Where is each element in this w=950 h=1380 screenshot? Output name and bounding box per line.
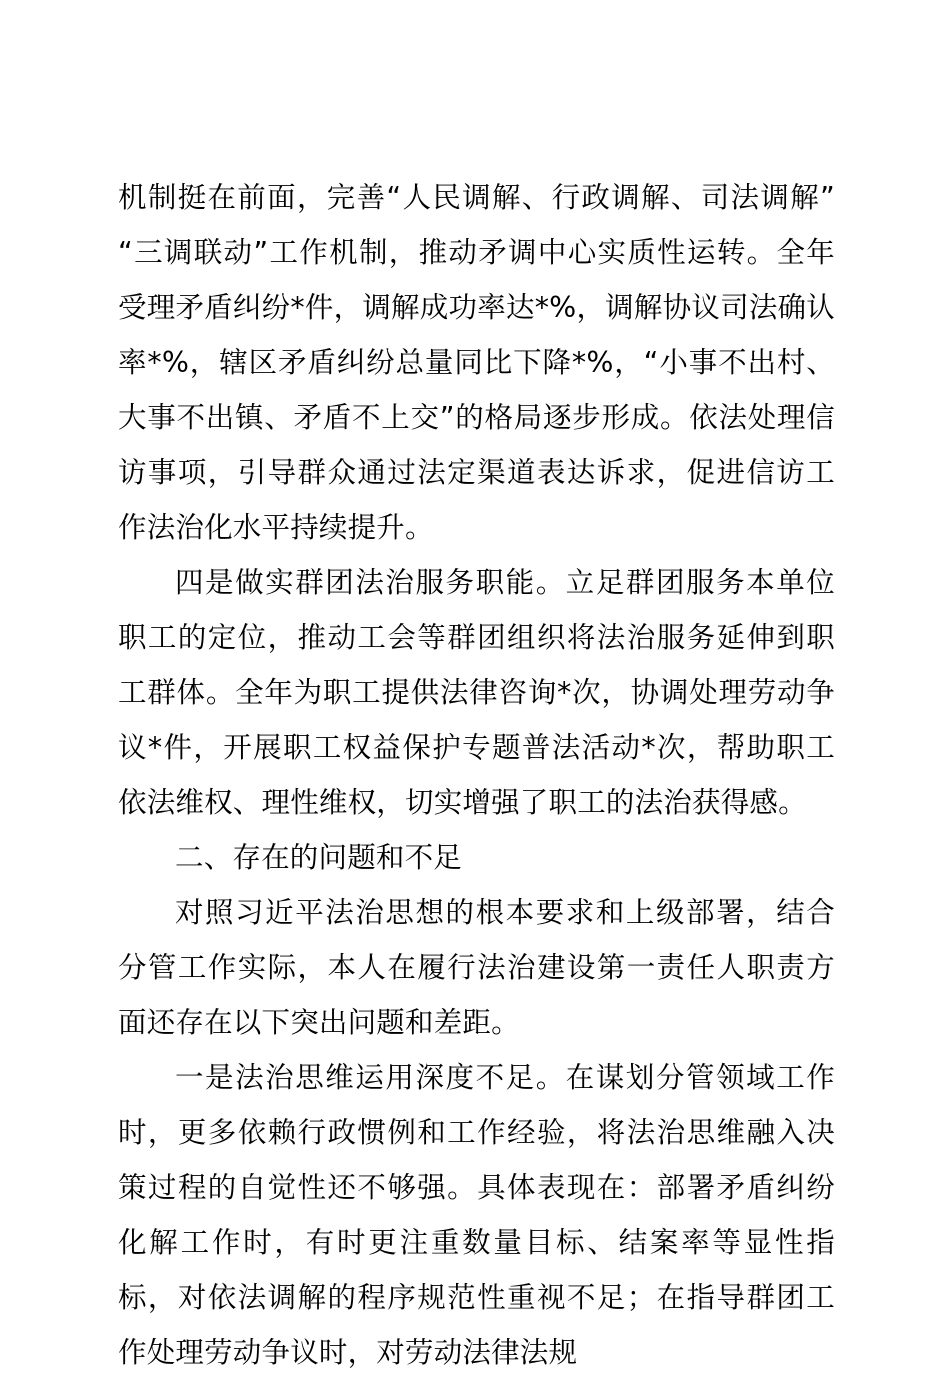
paragraph-5: 一是法治思维运用深度不足。在谋划分管领域工作时，更多依赖行政惯例和工作经验，将法治思维融入决策过程的自觉性还不够强。具体表现在：部署矛盾纠纷化解工作时，有时更注重数量目标、结案率等显性指标，对依法调解的程序规范性重视不足；在指导群团工作处理劳动争议时，对劳动法律法规	[118, 1061, 835, 1369]
paragraph-1: 机制挺在前面，完善“人民调解、行政调解、司法调解”“三调联动”工作机制，推动矛调中心实质性运转。全年受理矛盾纠纷*件，调解成功率达*%，调解协议司法确认率*%，辖区矛盾纠纷总量同比下降*%，“小事不出村、大事不出镇、矛盾不上交”的格局逐步形成。依法处理信访事项，引导群众通过法定渠道表达诉求，促进信访工作法治化水平持续提升。	[118, 181, 835, 544]
document-body	[118, 170, 835, 1380]
paragraph-3-heading: 二、存在的问题和不足	[175, 841, 463, 874]
paragraph-4: 对照习近平法治思想的根本要求和上级部署，结合分管工作实际，本人在履行法治建设第一责任人职责方面还存在以下突出问题和差距。	[118, 896, 835, 1039]
paragraph-2: 四是做实群团法治服务职能。立足群团服务本单位职工的定位，推动工会等群团组织将法治服务延伸到职工群体。全年为职工提供法律咨询*次，协调处理劳动争议*件，开展职工权益保护专题普法活动*次，帮助职工依法维权、理性维权，切实增强了职工的法治获得感。	[118, 566, 835, 819]
